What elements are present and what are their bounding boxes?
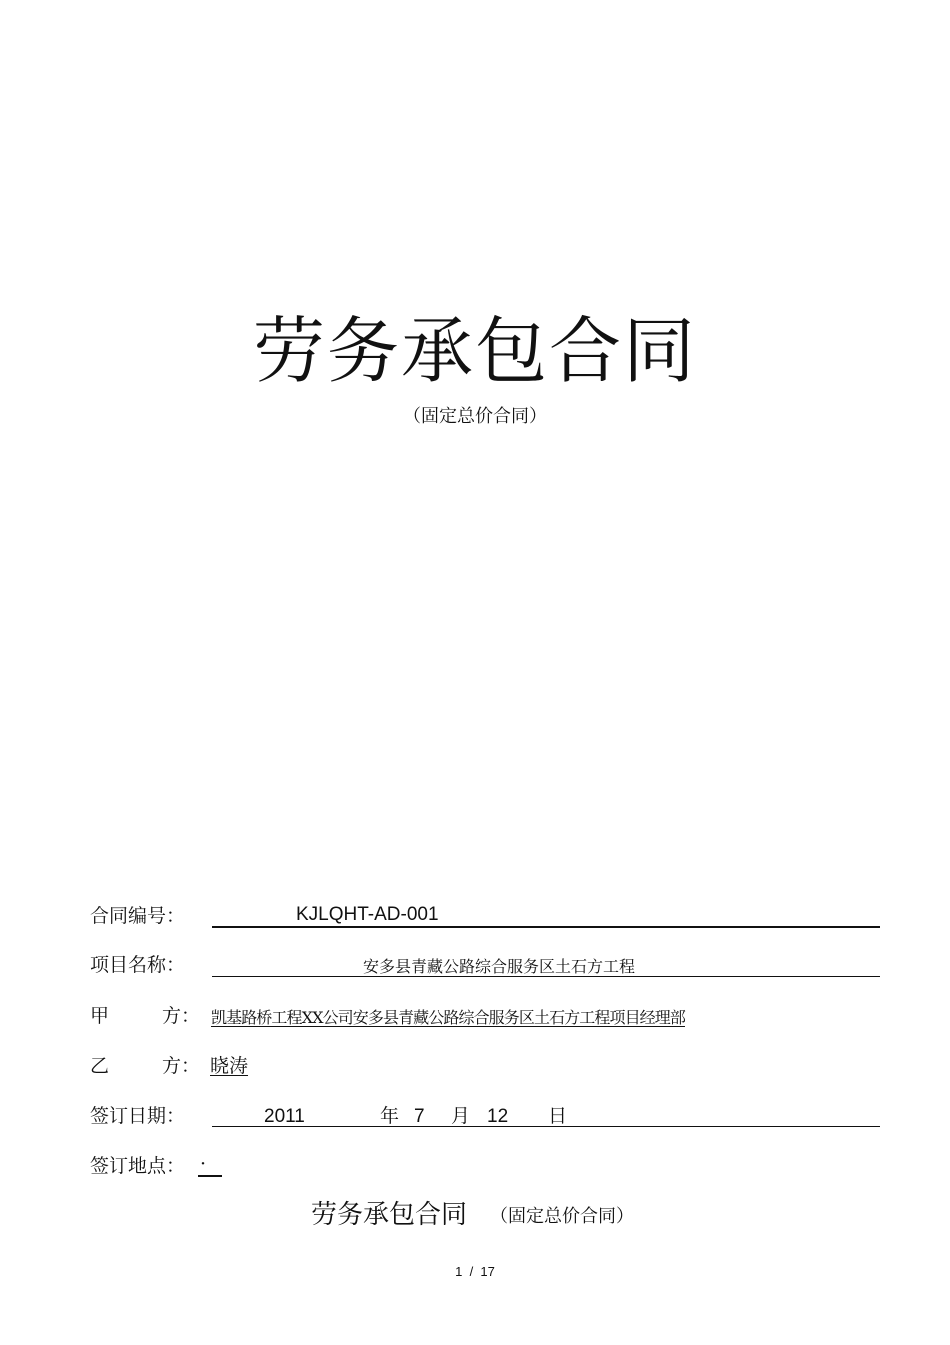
party-a-label-1: 甲: [90, 1005, 110, 1027]
page-indicator: 1 / 17: [455, 1264, 495, 1279]
document-subtitle: （固定总价合同）: [403, 406, 547, 427]
party-b-label-1: 乙: [90, 1055, 110, 1077]
contract-no-value: KJLQHT-AD-001: [296, 904, 439, 925]
sign-date-month-unit: 月: [451, 1105, 471, 1127]
sign-date-underline: [212, 1126, 880, 1127]
sign-date-year: 2011: [264, 1106, 305, 1127]
project-name-label: 项目名称：: [90, 954, 186, 976]
party-a-value: 凯基路桥工程XX公司安多县青藏公路综合服务区土石方工程项目经理部: [211, 1008, 685, 1027]
footer-subtitle: （固定总价合同）: [490, 1206, 634, 1227]
sign-place-label: 签订地点：: [90, 1155, 186, 1177]
party-b-value: 晓涛: [210, 1055, 249, 1077]
party-b-label-2: 方：: [162, 1055, 201, 1077]
sign-date-day-unit: 日: [548, 1105, 568, 1127]
footer-title: 劳务承包合同: [311, 1200, 468, 1230]
project-name-underline: [212, 976, 880, 977]
sign-date-year-unit: 年: [380, 1105, 400, 1127]
party-a-label-2: 方：: [162, 1005, 201, 1027]
sign-place-underline: [198, 1175, 222, 1177]
sign-date-day: 12: [487, 1106, 509, 1127]
contract-no-underline: [212, 926, 880, 928]
sign-date-month: 7: [414, 1106, 425, 1127]
sign-place-value: ·: [200, 1153, 207, 1175]
contract-no-label: 合同编号：: [90, 905, 186, 927]
project-name-value: 安多县青藏公路综合服务区土石方工程: [363, 957, 636, 976]
document-title: 劳务承包合同: [252, 309, 697, 393]
sign-date-label: 签订日期：: [90, 1105, 186, 1127]
